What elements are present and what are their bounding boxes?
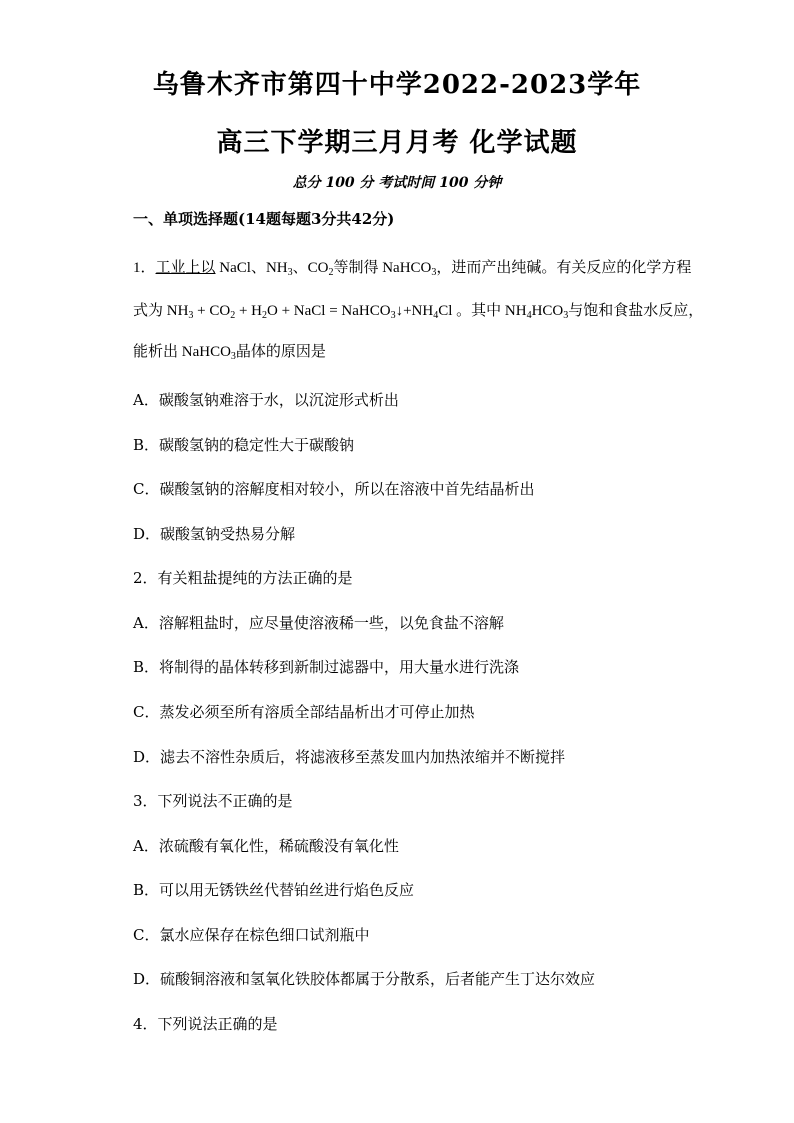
question-4-stem: 4．下列说法正确的是: [133, 1015, 278, 1033]
question-3-option-c: C．氯水应保存在棕色细口试剂瓶中: [133, 926, 370, 944]
question-3-option-b: B．可以用无锈铁丝代替铂丝进行焰色反应: [133, 881, 415, 899]
question-1-line-2: 式为 $NH_3 + CO_2 + H_2O$ + NaCl = $NaHCO_3↓+NH_4Cl$ 。其中 $NH_4HCO_3$与饱和食盐水反应，: [133, 303, 704, 321]
question-3-stem: 3．下列说法不正确的是: [133, 792, 293, 810]
question-2-option-d: D．滤去不溶性杂质后，将滤液移至蒸发皿内加热浓缩并不断搅拌: [133, 748, 566, 766]
question-2-stem: 2．有关粗盐提纯的方法正确的是: [133, 569, 353, 587]
exam-info: 总分 100 分 考试时间 100 分钟: [292, 175, 502, 191]
section-heading: 一、单项选择题(14题每题3分共42分): [133, 210, 395, 228]
question-1-option-b: B．碳酸氢钠的稳定性大于碳酸钠: [133, 436, 355, 454]
question-2-option-c: C．蒸发必须至所有溶质全部结晶析出才可停止加热: [133, 703, 475, 721]
question-3-option-a: A．浓硫酸有氧化性，稀硫酸没有氧化性: [133, 837, 399, 855]
question-3-option-d: D．硫酸铜溶液和氢氧化铁胶体都属于分散系，后者能产生丁达尔效应: [133, 970, 596, 988]
question-1-line-3: 能析出 NaHCO$_3$晶体的原因是: [133, 344, 326, 362]
question-1-option-c: C．碳酸氢钠的溶解度相对较小，所以在溶液中首先结晶析出: [133, 480, 535, 498]
document-subtitle-title: 高三下学期三月月考 化学试题: [216, 128, 578, 158]
document-title: 乌鲁木齐市第四十中学2022-2023学年: [152, 70, 642, 100]
question-2-option-a: A．溶解粗盐时，应尽量使溶液稀一些，以免食盐不溶解: [133, 614, 504, 632]
question-1-option-a: A．碳酸氢钠难溶于水，以沉淀形式析出: [133, 391, 399, 409]
question-1-option-d: D．碳酸氢钠受热易分解: [133, 525, 296, 543]
question-2-option-b: B．将制得的晶体转移到新制过滤器中，用大量水进行洗涤: [133, 658, 520, 676]
question-1-line-1: 1．工业上以 NaCl、$NH_3$、$CO_2$等制得 NaHCO$_3$，进而产出纯碱。有关反应的化学方程: [133, 260, 692, 278]
